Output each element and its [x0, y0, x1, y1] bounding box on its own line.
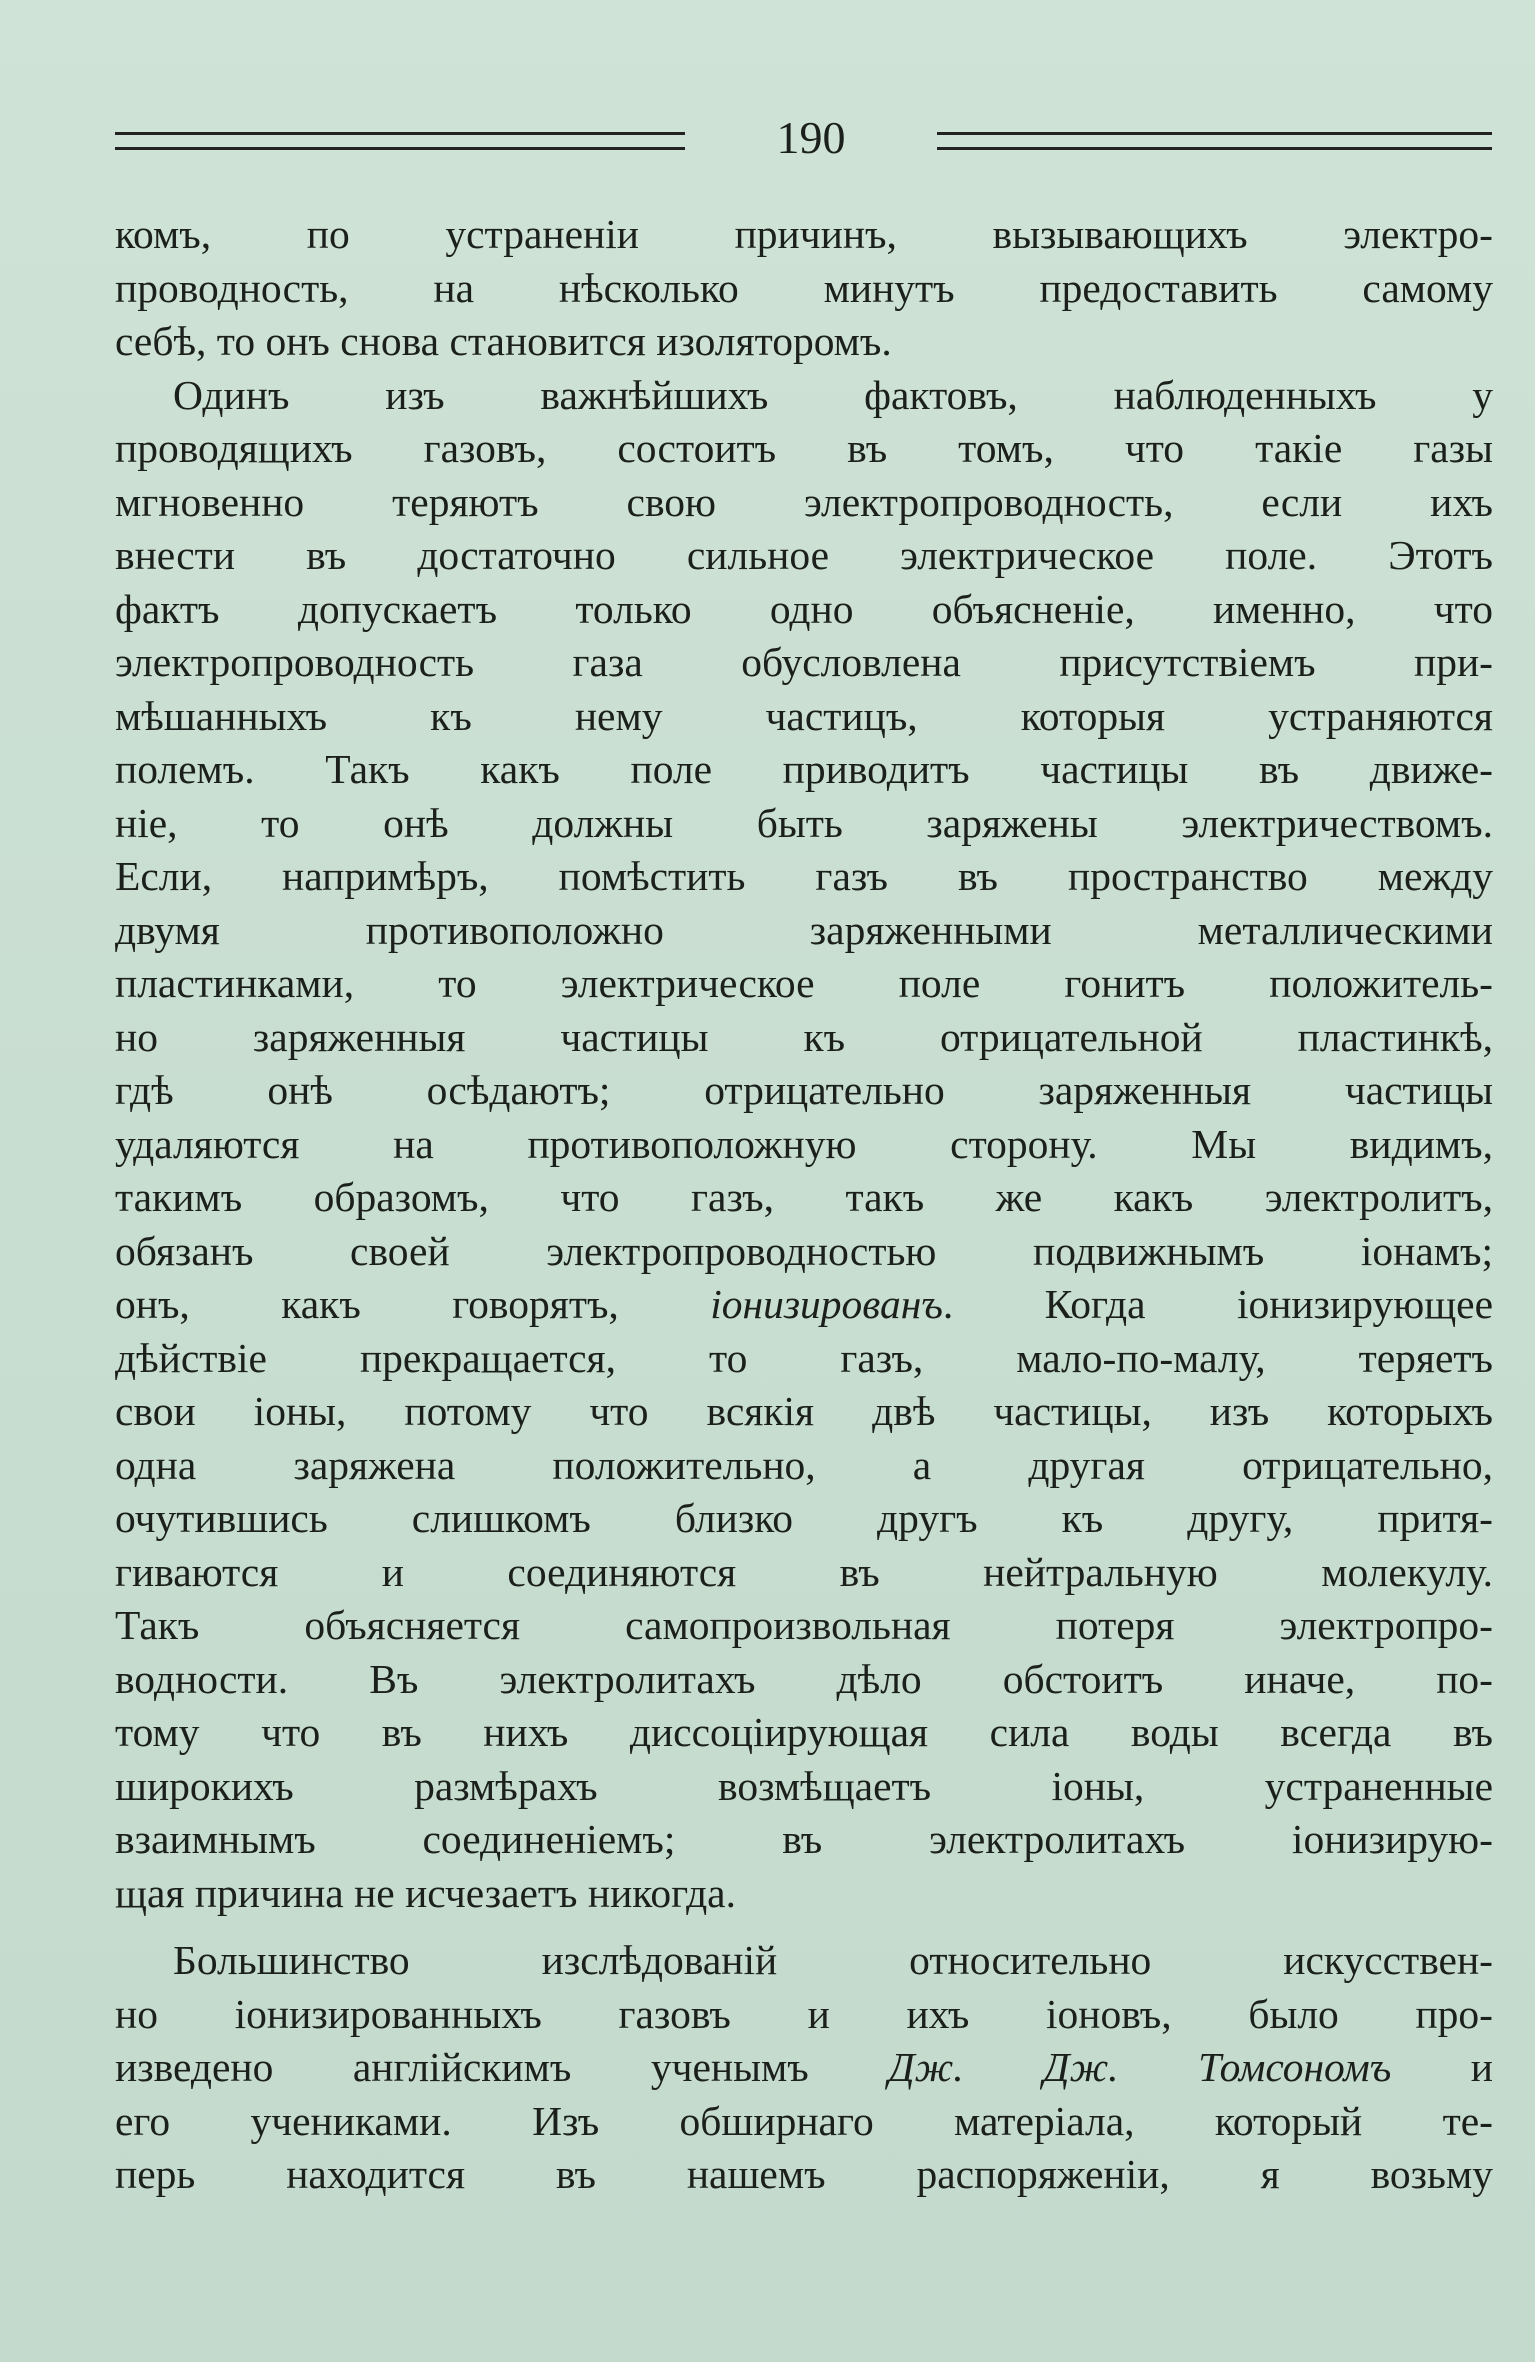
- text-line: очутившись слишкомъ близко другъ къ другу, притя-: [115, 1495, 1493, 1541]
- text-line: Такъ объясняется самопроизвольная потеря электропро-: [115, 1602, 1493, 1648]
- text-line: гдѣ онѣ осѣдаютъ; отрицательно заряженныя частицы: [115, 1067, 1493, 1113]
- text-line: свои іоны, потому что всякія двѣ частицы, изъ которыхъ: [115, 1388, 1493, 1434]
- text-line: комъ, по устраненіи причинъ, вызывающихъ электро-: [115, 211, 1493, 257]
- text-line: гиваются и соединяются въ нейтральную молекулу.: [115, 1548, 1493, 1595]
- text-line: дѣйствіе прекращается, то газъ, мало-по-малу, теряетъ: [115, 1334, 1493, 1381]
- text-line: проводность, на нѣсколько минутъ предоставить самому: [115, 264, 1493, 311]
- header-rule-left: [115, 132, 685, 150]
- page-number: 190: [776, 112, 846, 163]
- text-line: мѣшанныхъ къ нему частицъ, которыя устраняются: [115, 692, 1493, 739]
- text-line: одна заряжена положительно, а другая отрицательно,: [115, 1441, 1493, 1488]
- text-line: Если, напримѣръ, помѣстить газъ въ пространство между: [115, 853, 1493, 899]
- paragraph: [115, 1934, 1493, 2202]
- text-line: широкихъ размѣрахъ возмѣщаетъ іоны, устраненные: [115, 1762, 1493, 1809]
- text-line: удаляются на противоположную сторону. Мы видимъ,: [115, 1120, 1493, 1167]
- text-line: такимъ образомъ, что газъ, такъ же какъ электролитъ,: [115, 1174, 1493, 1220]
- text-line: [115, 2041, 1493, 2095]
- text-segment: и: [1391, 2044, 1493, 2090]
- text-line: щая причина не исчезаетъ никогда.: [115, 1869, 736, 1916]
- text-line: Большинство изслѣдованій относительно искусствен-: [173, 1937, 1493, 1983]
- text-segment: онъ, какъ говорятъ,: [115, 1281, 711, 1327]
- text-line: внести въ достаточно сильное электрическое поле. Этотъ: [115, 532, 1493, 578]
- text-line: обязанъ своей электропроводностью подвижнымъ іонамъ;: [115, 1227, 1493, 1274]
- paragraph: [115, 208, 1493, 369]
- text-line: двумя противоположно заряженными металлическими: [115, 906, 1493, 953]
- text-line: его учениками. Изъ обширнаго матеріала, который те-: [115, 2097, 1493, 2144]
- text-line: тому что въ нихъ диссоціирующая сила воды всегда въ: [115, 1709, 1493, 1755]
- body-text: [115, 208, 1493, 2202]
- text-line: пластинками, то электрическое поле гонитъ положитель-: [115, 960, 1493, 1006]
- italic-term: іонизированъ: [710, 1281, 943, 1327]
- text-line: мгновенно теряютъ свою электропроводность, если ихъ: [115, 478, 1493, 525]
- text-line: полемъ. Такъ какъ поле приводитъ частицы въ движе-: [115, 746, 1493, 792]
- page-header: [115, 110, 1495, 166]
- text-line: но заряженныя частицы къ отрицательной пластинкѣ,: [115, 1013, 1493, 1060]
- text-line: себѣ, то онъ снова становится изоляторомъ.: [115, 318, 892, 364]
- paragraph: [115, 369, 1493, 1921]
- text-line: ніе, то онѣ должны быть заряжены электричествомъ.: [115, 799, 1493, 846]
- text-segment: изведено англійскимъ ученымъ: [115, 2044, 889, 2090]
- text-line: но іонизированныхъ газовъ и ихъ іоновъ, было про-: [115, 1990, 1493, 2037]
- text-line: взаимнымъ соединеніемъ; въ электролитахъ іонизирую-: [115, 1816, 1493, 1862]
- italic-term: Дж. Дж. Томсономъ: [888, 2044, 1392, 2090]
- text-segment: . Когда іонизирующее: [942, 1281, 1493, 1327]
- text-line: электропроводность газа обусловлена присутствіемъ при-: [115, 639, 1493, 685]
- text-line: проводящихъ газовъ, состоитъ въ томъ, что такіе газы: [115, 425, 1493, 471]
- text-line: Одинъ изъ важнѣйшихъ фактовъ, наблюденныхъ у: [173, 371, 1493, 418]
- text-line: водности. Въ электролитахъ дѣло обстоитъ иначе, по-: [115, 1655, 1493, 1702]
- text-line: перь находится въ нашемъ распоряженіи, я возьму: [115, 2151, 1493, 2197]
- text-line: фактъ допускаетъ только одно объясненіе, именно, что: [115, 585, 1493, 632]
- text-line: [115, 1278, 1493, 1332]
- header-rule-right: [937, 132, 1492, 150]
